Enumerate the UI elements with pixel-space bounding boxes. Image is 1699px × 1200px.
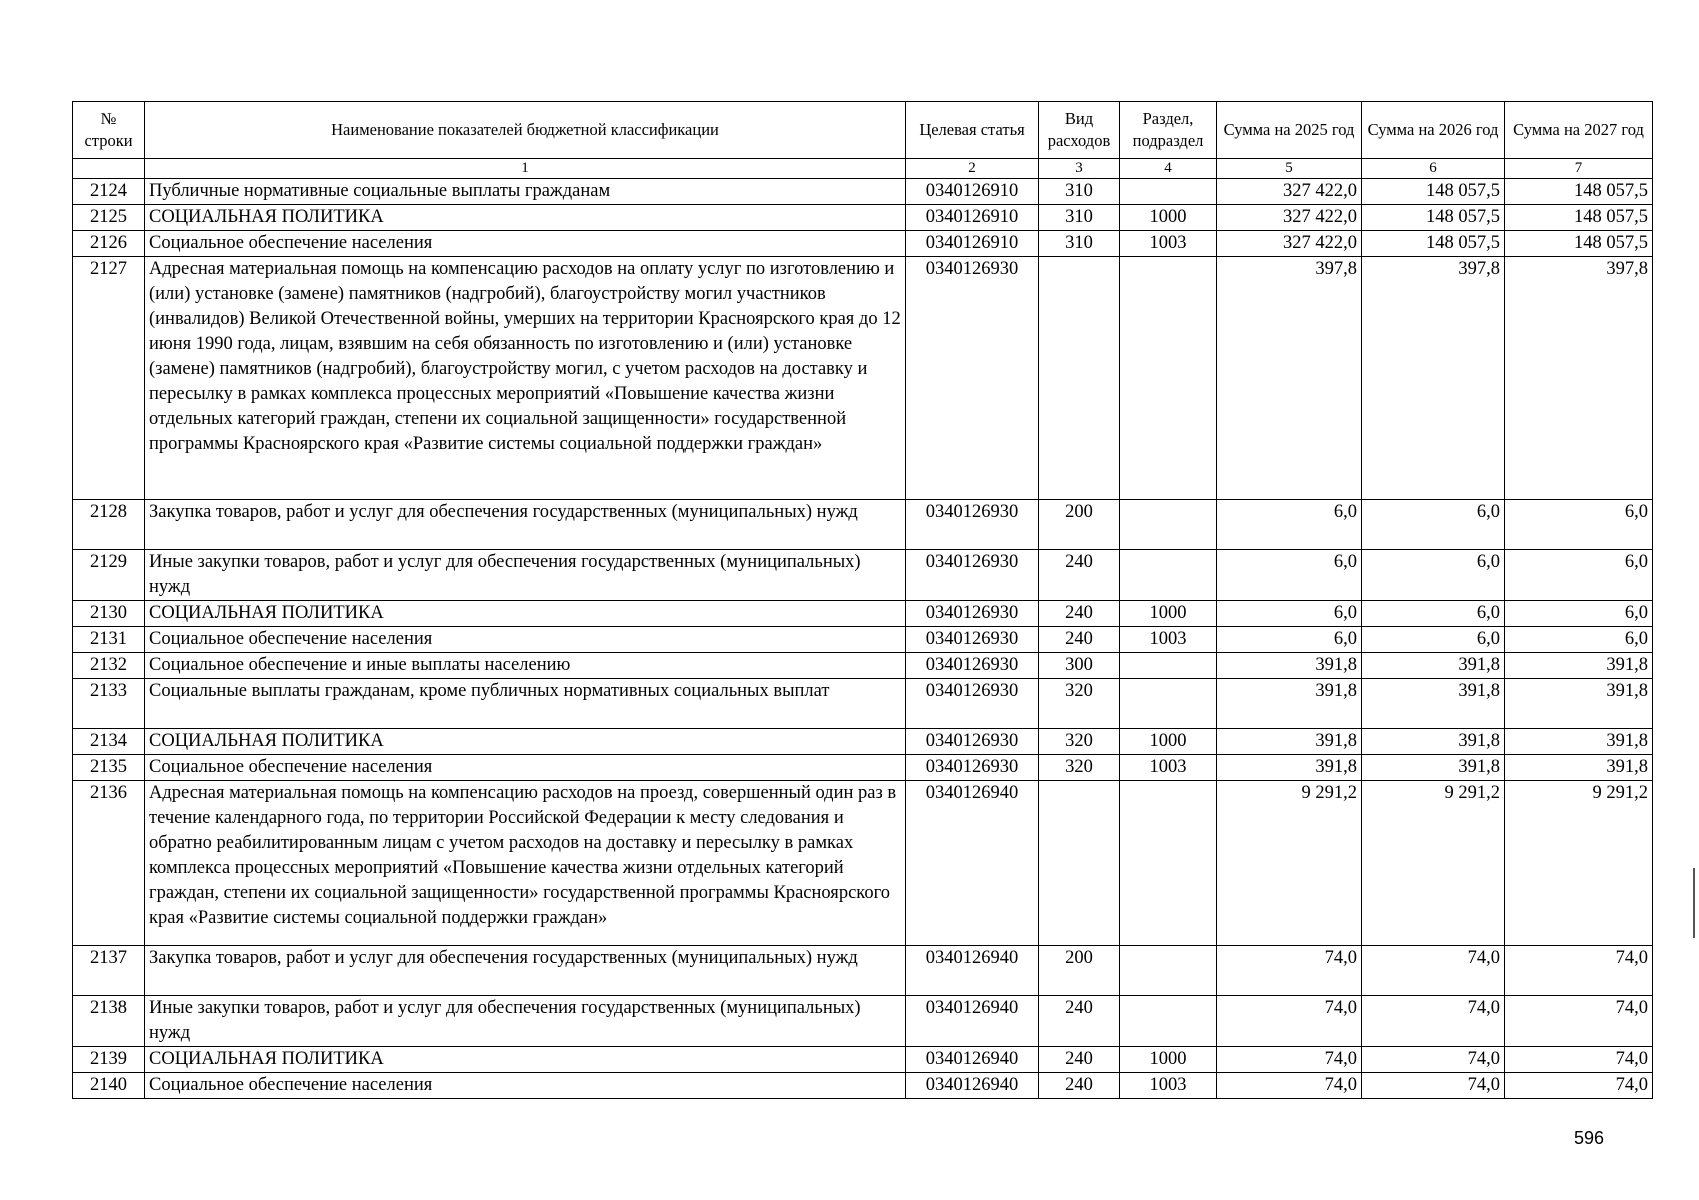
row-section: 1003	[1120, 627, 1217, 653]
row-target-article: 0340126940	[906, 781, 1039, 946]
row-section	[1120, 179, 1217, 205]
row-target-article: 0340126940	[906, 1073, 1039, 1099]
row-sum-2026: 391,8	[1362, 653, 1505, 679]
row-number: 2125	[73, 205, 145, 231]
row-target-article: 0340126940	[906, 1047, 1039, 1073]
table-row	[73, 996, 1653, 1047]
row-target-article: 0340126910	[906, 179, 1039, 205]
row-section: 1003	[1120, 1073, 1217, 1099]
row-expense-type: 240	[1039, 1047, 1120, 1073]
row-number: 2127	[73, 257, 145, 500]
column-number: 6	[1362, 159, 1505, 179]
margin-mark	[1693, 868, 1695, 938]
table-row	[73, 179, 1653, 205]
row-sum-2026: 6,0	[1362, 601, 1505, 627]
row-sum-2025: 397,8	[1217, 257, 1362, 500]
table-row	[73, 257, 1653, 500]
row-expense-type: 200	[1039, 946, 1120, 996]
row-expense-type: 300	[1039, 653, 1120, 679]
row-expense-type: 310	[1039, 179, 1120, 205]
row-number: 2134	[73, 729, 145, 755]
row-target-article: 0340126930	[906, 627, 1039, 653]
row-expense-type: 240	[1039, 601, 1120, 627]
row-name: Закупка товаров, работ и услуг для обеспечения государственных (муниципальных) нужд	[145, 946, 906, 996]
row-name: Иные закупки товаров, работ и услуг для обеспечения государственных (муниципальных) нужд	[145, 996, 906, 1047]
row-sum-2026: 9 291,2	[1362, 781, 1505, 946]
row-sum-2026: 391,8	[1362, 679, 1505, 729]
row-target-article: 0340126910	[906, 205, 1039, 231]
budget-table	[72, 101, 1653, 1099]
column-number: 1	[145, 159, 906, 179]
table-row	[73, 550, 1653, 601]
row-sum-2027: 9 291,2	[1505, 781, 1653, 946]
page-number: 596	[1574, 1128, 1605, 1148]
table-row	[73, 231, 1653, 257]
row-sum-2025: 6,0	[1217, 550, 1362, 601]
row-section	[1120, 550, 1217, 601]
row-sum-2025: 391,8	[1217, 653, 1362, 679]
row-sum-2026: 391,8	[1362, 755, 1505, 781]
header-sum-2027: Сумма на 2027 год	[1505, 102, 1653, 159]
row-number: 2124	[73, 179, 145, 205]
row-section: 1000	[1120, 601, 1217, 627]
row-number: 2139	[73, 1047, 145, 1073]
row-name: Иные закупки товаров, работ и услуг для обеспечения государственных (муниципальных) нужд	[145, 550, 906, 601]
column-number-row	[73, 159, 1653, 179]
row-sum-2025: 327 422,0	[1217, 205, 1362, 231]
row-name: Социальное обеспечение населения	[145, 755, 906, 781]
row-sum-2027: 391,8	[1505, 679, 1653, 729]
row-section	[1120, 679, 1217, 729]
row-sum-2025: 6,0	[1217, 601, 1362, 627]
header-sum-2025: Сумма на 2025 год	[1217, 102, 1362, 159]
row-section: 1003	[1120, 231, 1217, 257]
row-target-article: 0340126940	[906, 996, 1039, 1047]
row-sum-2026: 397,8	[1362, 257, 1505, 500]
row-target-article: 0340126930	[906, 679, 1039, 729]
row-sum-2025: 74,0	[1217, 946, 1362, 996]
row-number: 2130	[73, 601, 145, 627]
row-sum-2027: 6,0	[1505, 627, 1653, 653]
row-expense-type: 240	[1039, 996, 1120, 1047]
table-row	[73, 205, 1653, 231]
row-sum-2026: 74,0	[1362, 996, 1505, 1047]
row-name: Адресная материальная помощь на компенсацию расходов на проезд, совершенный один раз в течение календарного года, по территории Российской Федерации к месту следования и обратно реабилитированным лицам с учетом расходов на доставку и пересылку в рамках комплекса процессных мероприятий «Повышение качества жизни отдельных категорий граждан, степени их социальной защищенности» государственной программы Красноярского края «Развитие системы социальной поддержки граждан»	[145, 781, 906, 946]
row-name: Публичные нормативные социальные выплаты гражданам	[145, 179, 906, 205]
row-sum-2027: 74,0	[1505, 996, 1653, 1047]
table-row	[73, 946, 1653, 996]
row-name: СОЦИАЛЬНАЯ ПОЛИТИКА	[145, 601, 906, 627]
row-sum-2027: 74,0	[1505, 1047, 1653, 1073]
row-number: 2129	[73, 550, 145, 601]
row-name: Социальные выплаты гражданам, кроме публичных нормативных социальных выплат	[145, 679, 906, 729]
row-sum-2025: 327 422,0	[1217, 231, 1362, 257]
row-sum-2026: 6,0	[1362, 550, 1505, 601]
table-body	[73, 159, 1653, 1099]
row-sum-2027: 391,8	[1505, 755, 1653, 781]
row-sum-2025: 9 291,2	[1217, 781, 1362, 946]
row-sum-2026: 74,0	[1362, 1047, 1505, 1073]
column-number	[73, 159, 145, 179]
row-expense-type: 320	[1039, 755, 1120, 781]
row-target-article: 0340126940	[906, 946, 1039, 996]
row-number: 2131	[73, 627, 145, 653]
row-expense-type	[1039, 781, 1120, 946]
row-section: 1000	[1120, 729, 1217, 755]
row-expense-type: 320	[1039, 679, 1120, 729]
row-sum-2027: 6,0	[1505, 601, 1653, 627]
row-sum-2026: 148 057,5	[1362, 179, 1505, 205]
table-row	[73, 627, 1653, 653]
row-sum-2026: 391,8	[1362, 729, 1505, 755]
row-sum-2027: 74,0	[1505, 946, 1653, 996]
row-target-article: 0340126930	[906, 653, 1039, 679]
row-name: Закупка товаров, работ и услуг для обеспечения государственных (муниципальных) нужд	[145, 500, 906, 550]
row-section: 1003	[1120, 755, 1217, 781]
column-number: 7	[1505, 159, 1653, 179]
row-section	[1120, 946, 1217, 996]
column-number: 5	[1217, 159, 1362, 179]
row-name: Социальное обеспечение населения	[145, 231, 906, 257]
row-name: СОЦИАЛЬНАЯ ПОЛИТИКА	[145, 729, 906, 755]
row-sum-2026: 74,0	[1362, 1073, 1505, 1099]
row-sum-2025: 74,0	[1217, 1073, 1362, 1099]
row-sum-2027: 6,0	[1505, 550, 1653, 601]
table-row	[73, 781, 1653, 946]
row-number: 2136	[73, 781, 145, 946]
header-sum-2026: Сумма на 2026 год	[1362, 102, 1505, 159]
row-sum-2025: 74,0	[1217, 996, 1362, 1047]
row-number: 2138	[73, 996, 145, 1047]
row-section	[1120, 996, 1217, 1047]
row-expense-type: 200	[1039, 500, 1120, 550]
row-target-article: 0340126930	[906, 729, 1039, 755]
row-target-article: 0340126930	[906, 755, 1039, 781]
row-expense-type: 240	[1039, 550, 1120, 601]
table-row	[73, 1073, 1653, 1099]
header-name: Наименование показателей бюджетной классификации	[145, 102, 906, 159]
row-expense-type: 240	[1039, 627, 1120, 653]
header-row-number: № строки	[73, 102, 145, 159]
row-name: СОЦИАЛЬНАЯ ПОЛИТИКА	[145, 1047, 906, 1073]
row-name: Социальное обеспечение населения	[145, 627, 906, 653]
header-target-article: Целевая статья	[906, 102, 1039, 159]
column-number: 4	[1120, 159, 1217, 179]
row-sum-2027: 391,8	[1505, 653, 1653, 679]
row-sum-2026: 74,0	[1362, 946, 1505, 996]
row-expense-type	[1039, 257, 1120, 500]
row-expense-type: 310	[1039, 231, 1120, 257]
table-row	[73, 500, 1653, 550]
row-number: 2132	[73, 653, 145, 679]
row-sum-2026: 6,0	[1362, 500, 1505, 550]
row-expense-type: 320	[1039, 729, 1120, 755]
row-number: 2140	[73, 1073, 145, 1099]
row-sum-2026: 148 057,5	[1362, 231, 1505, 257]
table-row	[73, 1047, 1653, 1073]
row-expense-type: 310	[1039, 205, 1120, 231]
row-sum-2025: 391,8	[1217, 755, 1362, 781]
row-section	[1120, 781, 1217, 946]
row-name: Социальное обеспечение и иные выплаты населению	[145, 653, 906, 679]
row-name: Социальное обеспечение населения	[145, 1073, 906, 1099]
row-sum-2025: 391,8	[1217, 729, 1362, 755]
row-number: 2128	[73, 500, 145, 550]
row-section	[1120, 653, 1217, 679]
row-sum-2027: 148 057,5	[1505, 205, 1653, 231]
header-expense-type: Вид расходов	[1039, 102, 1120, 159]
row-sum-2027: 6,0	[1505, 500, 1653, 550]
row-section	[1120, 500, 1217, 550]
table-row	[73, 601, 1653, 627]
row-number: 2133	[73, 679, 145, 729]
header-row	[73, 102, 1653, 159]
table-row	[73, 755, 1653, 781]
row-name: Адресная материальная помощь на компенсацию расходов на оплату услуг по изготовлению и (или) установке (замене) памятников (надгробий), благоустройству могил участников (инвалидов) Великой Отечественной войны, умерших на территории Красноярского края до 12 июня 1990 года, лицам, взявшим на себя обязанность по изготовлению и (или) установке (замене) памятников (надгробий), благоустройству могил, с учетом расходов на доставку и пересылку в рамках комплекса процессных мероприятий «Повышение качества жизни отдельных категорий граждан, степени их социальной защищенности» государственной программы Красноярского края «Развитие системы социальной поддержки граждан»	[145, 257, 906, 500]
row-sum-2025: 327 422,0	[1217, 179, 1362, 205]
table-row	[73, 679, 1653, 729]
column-number: 3	[1039, 159, 1120, 179]
row-name: СОЦИАЛЬНАЯ ПОЛИТИКА	[145, 205, 906, 231]
row-number: 2135	[73, 755, 145, 781]
row-section	[1120, 257, 1217, 500]
column-number: 2	[906, 159, 1039, 179]
row-sum-2026: 148 057,5	[1362, 205, 1505, 231]
row-number: 2137	[73, 946, 145, 996]
row-sum-2027: 391,8	[1505, 729, 1653, 755]
row-expense-type: 240	[1039, 1073, 1120, 1099]
row-sum-2027: 148 057,5	[1505, 231, 1653, 257]
row-sum-2025: 74,0	[1217, 1047, 1362, 1073]
table-row	[73, 653, 1653, 679]
row-sum-2025: 6,0	[1217, 500, 1362, 550]
row-sum-2027: 397,8	[1505, 257, 1653, 500]
row-sum-2025: 6,0	[1217, 627, 1362, 653]
header-section: Раздел, подраздел	[1120, 102, 1217, 159]
row-section: 1000	[1120, 1047, 1217, 1073]
table-row	[73, 729, 1653, 755]
row-sum-2026: 6,0	[1362, 627, 1505, 653]
row-sum-2027: 74,0	[1505, 1073, 1653, 1099]
row-target-article: 0340126930	[906, 257, 1039, 500]
row-section: 1000	[1120, 205, 1217, 231]
row-target-article: 0340126930	[906, 500, 1039, 550]
row-target-article: 0340126910	[906, 231, 1039, 257]
row-target-article: 0340126930	[906, 601, 1039, 627]
row-target-article: 0340126930	[906, 550, 1039, 601]
row-sum-2027: 148 057,5	[1505, 179, 1653, 205]
row-number: 2126	[73, 231, 145, 257]
row-sum-2025: 391,8	[1217, 679, 1362, 729]
